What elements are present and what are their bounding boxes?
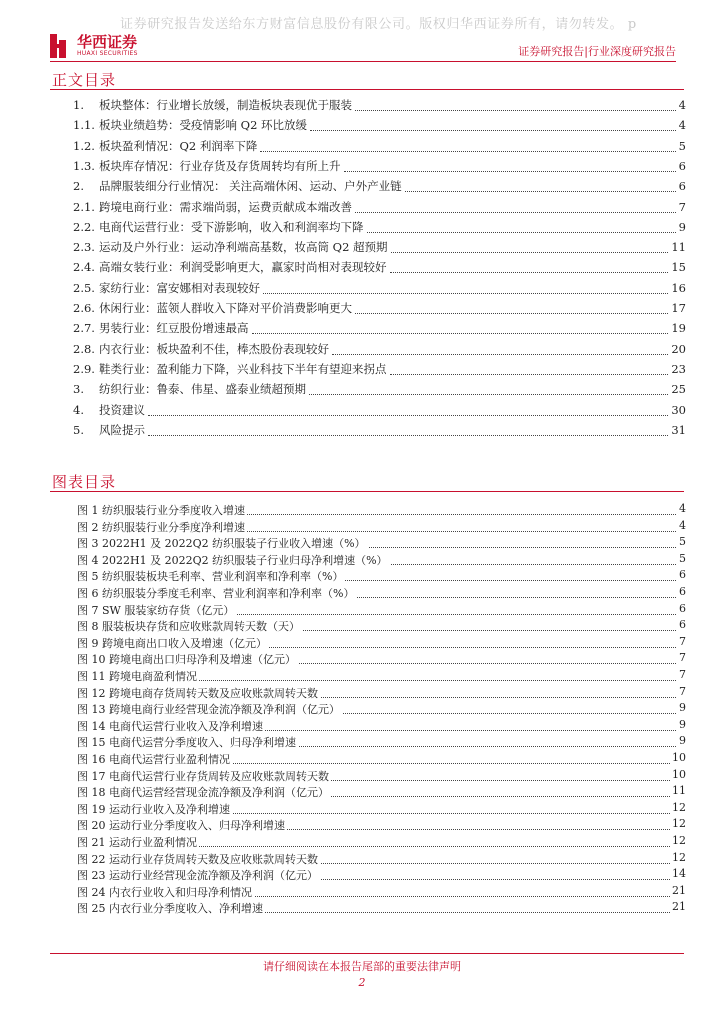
- toc-entry[interactable]: [0, 96, 724, 114]
- toc-dot-leader: [310, 112, 676, 131]
- figure-entry-label: 图 23 运动行业经营现金流净额及净利润（亿元）: [77, 869, 318, 883]
- toc-entry-label: 运动及户外行业：运动净利端高基数，妆高筒 Q2 超预期: [99, 240, 388, 255]
- figure-entry[interactable]: [0, 600, 724, 617]
- toc-entry[interactable]: [0, 299, 724, 317]
- figure-entry[interactable]: [0, 500, 724, 517]
- toc-dot-leader: [263, 275, 668, 294]
- toc-entry-number: 5.: [73, 422, 84, 437]
- toc-entry-label: 高端女装行业：利润受影响更大，赢家时尚相对表现较好: [99, 260, 387, 275]
- toc-entry-page: 6: [678, 179, 686, 194]
- toc-entry[interactable]: [0, 238, 724, 256]
- figure-entry-label: 图 16 电商代运营行业盈利情况: [77, 753, 230, 766]
- figure-entry-label: 图 22 运动行业存货周转天数及应收账款周转天数: [77, 852, 318, 866]
- figure-entry-page: 11: [672, 784, 686, 798]
- toc-entry-label: 品牌服装细分行业情况： 关注高端休闲、运动、户外产业链: [99, 179, 402, 194]
- figure-entry[interactable]: [0, 749, 724, 766]
- figure-entry[interactable]: [0, 517, 724, 534]
- figure-entry-page: 21: [672, 900, 686, 914]
- toc-entry-number: 2.3.: [73, 240, 95, 255]
- figure-entry-label: 图 15 电商代运营分季度收入、归母净利增速: [77, 736, 296, 750]
- figure-entry[interactable]: [0, 550, 724, 567]
- toc-entry-number: 2.2.: [73, 219, 95, 234]
- figure-entry-label: 图 11 跨境电商盈利情况: [77, 670, 197, 683]
- toc-entry-number: 2.8.: [73, 341, 95, 356]
- figure-entry[interactable]: [0, 849, 724, 866]
- figure-entry[interactable]: [0, 583, 724, 600]
- toc-entry-page: 6: [678, 158, 686, 173]
- toc-entry[interactable]: [0, 279, 724, 297]
- toc-title: 正文目录: [52, 71, 117, 89]
- toc-dot-leader: [148, 417, 668, 436]
- figure-entry-page: 6: [679, 568, 686, 582]
- toc-entry[interactable]: [0, 421, 724, 439]
- figure-entry-page: 14: [672, 867, 686, 881]
- toc-entry-label: 内衣行业：板块盈利不佳，棒杰股份表现较好: [99, 341, 329, 356]
- figure-entry[interactable]: [0, 865, 724, 882]
- toc-dot-leader: [332, 336, 668, 355]
- toc-entry-label: 男装行业：红豆股份增速最高: [99, 321, 249, 336]
- toc-entry-label: 家纺行业：富安娜相对表现较好: [99, 280, 260, 295]
- toc-entry-label: 电商代运营行业：受下游影响，收入和利润率均下降: [99, 219, 364, 234]
- figure-entry-page: 4: [679, 502, 686, 515]
- toc-entry[interactable]: [0, 177, 724, 195]
- figure-entry[interactable]: [0, 649, 724, 666]
- toc-dot-leader: [390, 254, 668, 273]
- figure-entry-label: 图 14 电商代运营行业收入及净利增速: [77, 719, 263, 733]
- toc-entry-number: 2.4.: [73, 260, 95, 275]
- figure-entry-page: 9: [679, 734, 686, 748]
- toc-entry-page: 5: [678, 138, 686, 153]
- figure-entry-label: 图 25 内衣行业分季度收入、净利增速: [77, 902, 263, 916]
- figure-entry[interactable]: [0, 616, 724, 633]
- toc-entry[interactable]: [0, 137, 724, 155]
- toc-entry[interactable]: [0, 116, 724, 134]
- figure-entry[interactable]: [0, 633, 724, 650]
- logo-name-cn: 华西证券: [77, 33, 138, 51]
- report-type-label: 证券研究报告|行业深度研究报告: [518, 45, 676, 58]
- toc-dot-leader: [390, 356, 668, 375]
- figure-entry-page: 10: [672, 751, 686, 764]
- toc-entry[interactable]: [0, 198, 724, 216]
- toc-dot-leader: [344, 153, 676, 172]
- figure-entry-label: 图 2 纺织服装行业分季度净利增速: [77, 520, 245, 534]
- figure-entry-page: 12: [672, 817, 686, 831]
- toc-entry[interactable]: [0, 319, 724, 337]
- toc-entry-label: 板块整体：行业增长放缓，制造板块表现优于服装: [99, 98, 352, 112]
- figure-entry-label: 图 21 运动行业盈利情况: [77, 836, 197, 849]
- figure-entry-label: 图 24 内衣行业收入和归母净利情况: [77, 885, 252, 899]
- toc-entry-number: 1.: [73, 98, 84, 112]
- figure-entry-label: 图 17 电商代运营行业存货周转及应收账款周转天数: [77, 769, 329, 783]
- toc-dot-leader: [260, 133, 676, 152]
- toc-entry-page: 23: [671, 361, 686, 376]
- figure-entry[interactable]: [0, 882, 724, 899]
- figure-entry[interactable]: [0, 766, 724, 783]
- figure-entry-label: 图 18 电商代运营经营现金流净额及净利润（亿元）: [77, 786, 329, 800]
- figure-entry[interactable]: [0, 832, 724, 849]
- toc-dot-leader: [148, 397, 668, 416]
- toc-dot-leader: [309, 376, 668, 395]
- logo-mark-icon: [50, 34, 72, 58]
- toc-dot-leader: [252, 315, 668, 334]
- toc-entry-number: 2.6.: [73, 301, 95, 315]
- toc-entry-page: 17: [671, 301, 686, 315]
- figure-entry[interactable]: [0, 699, 724, 716]
- figure-entry-label: 图 3 2022H1 及 2022Q2 纺织服装子行业收入增速（%）: [77, 537, 366, 551]
- toc-entry-page: 16: [671, 280, 686, 295]
- figure-entry[interactable]: [0, 533, 724, 550]
- legal-notice: 请仔细阅读在本报告尾部的重要法律声明: [263, 960, 461, 973]
- toc-entry-page: 11: [671, 240, 686, 255]
- figure-entry-page: 10: [672, 767, 686, 781]
- toc-entry[interactable]: [0, 258, 724, 276]
- toc-entry-label: 纺织行业：鲁泰、伟星、盛泰业绩超预期: [99, 382, 306, 397]
- figure-entry-label: 图 7 SW 服装家纺存货（亿元）: [77, 603, 235, 617]
- toc-title-rule: [50, 89, 684, 90]
- toc-entry-label: 板块业绩趋势：受疫情影响 Q2 环比放缓: [99, 118, 308, 133]
- toc-entry-label: 鞋类行业：盈利能力下降，兴业科技下半年有望迎来拐点: [99, 361, 387, 376]
- toc-entry-page: 30: [671, 402, 686, 417]
- logo-name-en: HUAXI SECURITIES: [77, 50, 138, 57]
- figure-entry-page: 12: [672, 850, 686, 864]
- toc-entry-number: 2.5.: [73, 280, 95, 295]
- toc-entry-number: 4.: [73, 402, 84, 417]
- toc-entry-page: 7: [678, 199, 686, 214]
- page-number: 2: [358, 976, 366, 989]
- toc-dot-leader: [367, 214, 676, 233]
- figure-entry-label: 图 10 跨境电商出口归母净利及增速（亿元）: [77, 653, 296, 667]
- figure-entry[interactable]: [0, 716, 724, 733]
- header-divider: [50, 61, 676, 62]
- figure-entry-label: 图 20 运动行业分季度收入、归母净利增速: [77, 819, 285, 833]
- toc-entry-label: 板块盈利情况：Q2 利润率下降: [99, 138, 258, 153]
- toc-entry[interactable]: [0, 218, 724, 236]
- footer-divider: [50, 953, 684, 954]
- toc-entry-page: 19: [671, 321, 686, 336]
- toc-entry-label: 风险提示: [99, 422, 145, 437]
- figure-entry-label: 图 5 纺织服装板块毛利率、营业利润率和净利率（%）: [77, 570, 344, 584]
- figure-entry-label: 图 9 跨境电商出口收入及增速（亿元）: [77, 636, 267, 650]
- toc-entry-label: 休闲行业：蓝领人群收入下降对平价消费影响更大: [99, 301, 352, 315]
- toc-entry-label: 投资建议: [99, 402, 145, 417]
- toc-entry-page: 25: [671, 382, 686, 397]
- toc-dot-leader: [355, 194, 676, 213]
- figure-entry[interactable]: [0, 566, 724, 583]
- toc-dot-leader: [391, 234, 668, 253]
- figure-entry-page: 12: [672, 800, 686, 814]
- toc-entry-number: 1.1.: [73, 118, 95, 133]
- figure-entry-label: 图 4 2022H1 及 2022Q2 纺织服装子行业归母净利增速（%）: [77, 553, 388, 567]
- toc-entry-number: 2.1.: [73, 199, 95, 214]
- figure-entry-page: 21: [672, 883, 686, 897]
- figure-entry-page: 7: [679, 634, 686, 648]
- figure-entry-label: 图 1 纺织服装行业分季度收入增速: [77, 504, 245, 517]
- toc-entry-page: 20: [671, 341, 686, 356]
- figure-entry-page: 9: [679, 701, 686, 715]
- toc-entry-label: 板块库存情况：行业存货及存货周转均有所上升: [99, 158, 341, 173]
- figure-entry-label: 图 13 跨境电商行业经营现金流净额及净利润（亿元）: [77, 703, 340, 717]
- toc-entry-number: 1.3.: [73, 158, 95, 173]
- toc-entry[interactable]: [0, 340, 724, 358]
- toc-entry-page: 4: [678, 98, 686, 112]
- figure-entry-page: 7: [679, 668, 686, 681]
- figure-entry-page: 6: [679, 618, 686, 632]
- toc-entry[interactable]: [0, 360, 724, 378]
- toc-entry-number: 1.2.: [73, 138, 95, 153]
- figure-entry-label: 图 19 运动行业收入及净利增速: [77, 802, 230, 816]
- toc-entry-number: 2.9.: [73, 361, 95, 376]
- company-logo: [50, 34, 138, 58]
- figure-list-title: 图表目录: [52, 473, 117, 491]
- figure-entry-page: 12: [672, 834, 686, 847]
- watermark-text: 证券研究报告发送给东方财富信息股份有限公司。版权归华西证券所有，请勿转发。 p: [120, 17, 637, 32]
- figure-entry-label: 图 12 跨境电商存货周转天数及应收账款周转天数: [77, 686, 318, 700]
- toc-dot-leader: [405, 173, 676, 192]
- figure-entry[interactable]: [0, 898, 724, 915]
- figure-entry-page: 9: [679, 717, 686, 731]
- figure-entry-label: 图 6 纺织服装分季度毛利率、营业利润率和净利率（%）: [77, 587, 355, 600]
- figure-entry[interactable]: [0, 782, 724, 799]
- figure-entry-page: 7: [679, 651, 686, 665]
- toc-entry-number: 2.7.: [73, 321, 95, 336]
- figure-entry[interactable]: [0, 683, 724, 700]
- toc-entry[interactable]: [0, 157, 724, 175]
- figure-entry[interactable]: [0, 815, 724, 832]
- figure-entry[interactable]: [0, 732, 724, 749]
- toc-entry[interactable]: [0, 401, 724, 419]
- toc-entry-page: 31: [671, 422, 686, 437]
- toc-entry-number: 2.: [73, 179, 84, 194]
- toc-dot-leader: [355, 295, 668, 314]
- figure-entry-page: 5: [679, 535, 686, 549]
- toc-entry-number: 3.: [73, 382, 84, 397]
- toc-dot-leader: [355, 92, 676, 111]
- toc-entry[interactable]: [0, 380, 724, 398]
- figure-entry-page: 4: [679, 518, 686, 532]
- figure-entry[interactable]: [0, 666, 724, 683]
- figure-title-rule: [50, 491, 684, 492]
- figure-entry-page: 5: [679, 551, 686, 565]
- figure-entry-page: 7: [679, 684, 686, 698]
- toc-entry-page: 4: [678, 118, 686, 133]
- toc-entry-page: 15: [671, 260, 686, 275]
- figure-entry-label: 图 8 服装板块存货和应收账款周转天数（天）: [77, 620, 300, 634]
- figure-entry[interactable]: [0, 799, 724, 816]
- figure-entry-page: 6: [679, 601, 686, 615]
- toc-entry-label: 跨境电商行业：需求端尚弱，运费贡献成本端改善: [99, 199, 352, 214]
- toc-entry-page: 9: [678, 219, 686, 234]
- figure-entry-page: 6: [679, 585, 686, 598]
